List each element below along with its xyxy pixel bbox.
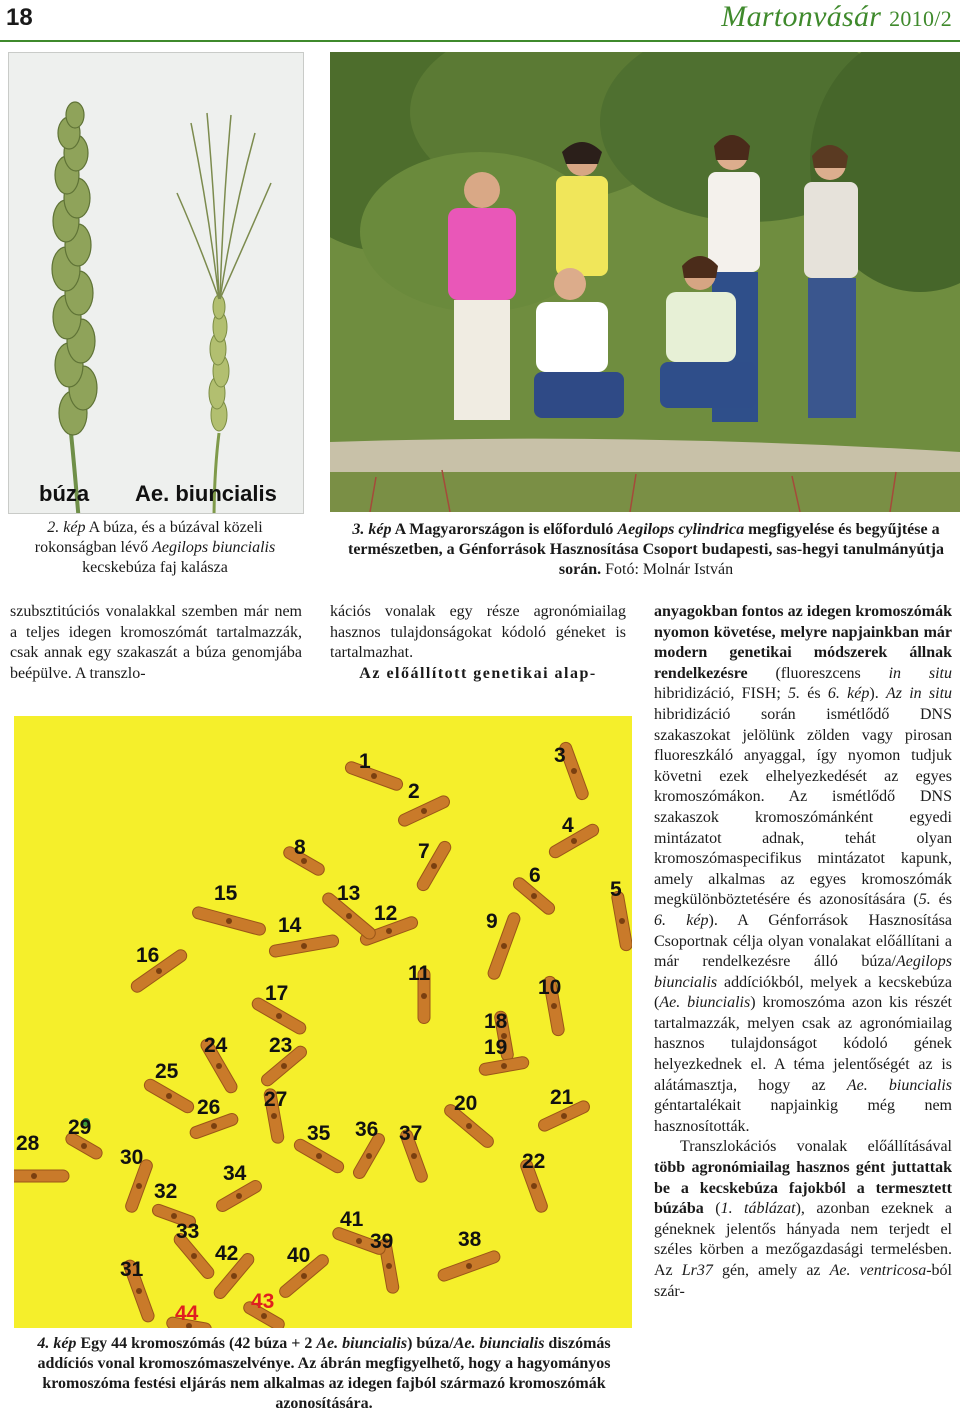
figure-3-caption-tail: megfigyelése és begyűjtése a természetben, a Génforrások Hasznosítása Csoport budapesti, sas-hegyi tanulmányútja során. (348, 521, 944, 578)
centromere (281, 1063, 287, 1069)
centromere (236, 1193, 242, 1199)
col3-text: ), azonban ezeknek a géneknek jelentős hányada nem terjedt el széles körben a mezőgazdasági termelésben. Az (654, 1200, 953, 1279)
chromosome-number-label: 20 (454, 1092, 478, 1115)
chromosome-number-label: 21 (550, 1086, 574, 1109)
col3-text: géntartalékait napjainkig még nem hasznosították. (654, 1097, 952, 1135)
centromere (136, 1288, 142, 1294)
chromosome-number-label: 39 (370, 1230, 394, 1253)
col1-paragraph: szubsztitúciós vonalakkal szemben már nem a teljes idegen kromoszómát tartalmazzák, csak annak egy szakaszát a búza genomjába beépülve. A transzlo- (10, 603, 302, 682)
figure-2-caption-text: A búza, és a búzával közeli rokonságban lévő (34, 519, 263, 556)
col3-bold-lead: anyagokban fontos az idegen kromoszómák nyomon követése, melyre napjainkban már modern genetikai módszerek állnak rendelkezésre (654, 603, 952, 682)
chromosome-number-label: 34 (223, 1162, 247, 1185)
centromere (231, 1273, 237, 1279)
centromere (316, 1153, 322, 1159)
chromosome-number-label: 16 (136, 944, 160, 967)
chromosome-number-label: 18 (484, 1010, 508, 1033)
wheat-label: búza (39, 481, 90, 506)
centromere (261, 1313, 267, 1319)
chromosome-number-label: 11 (408, 962, 431, 985)
col3-italic: Aegilops biuncialis (654, 953, 952, 991)
chromosome-number-label: 3 (554, 744, 566, 767)
centromere (191, 1253, 197, 1259)
chromosome-number-label: 32 (154, 1180, 178, 1203)
chromosome-number-label: 37 (399, 1122, 423, 1145)
col3-italic: in situ (888, 664, 952, 682)
chromosome-number-label: 28 (16, 1132, 40, 1155)
figure-3-caption-text: A Magyarországon is előforduló (394, 521, 614, 538)
figure-4-species: Ae. biuncialis (316, 1335, 408, 1352)
col3-italic: 6. kép (827, 685, 870, 703)
col3-paragraph-2 (654, 1137, 952, 1302)
body-column-1 (10, 602, 302, 684)
group-photo-illustration (330, 52, 960, 512)
col3-text: Transzlokációs vonalak előállításával (680, 1138, 952, 1156)
chromosome-number-label: 10 (538, 976, 562, 999)
col2-paragraph-1: kációs vonalak egy része agronómiailag hasznos tulajdonságokat kódoló géneket is tartalmazhat. (330, 603, 626, 662)
header-rule (0, 40, 960, 42)
chromosome-number-label: 6 (529, 864, 541, 887)
journal-name: Martonvásár (721, 0, 882, 33)
col3-italic: Lr37 (681, 1262, 713, 1279)
figure-3-species: Aegilops cylindrica (617, 521, 745, 538)
chromosome-number-label: 4 (562, 814, 574, 837)
figure-4-caption-tail: diszómás addíciós vonal kromoszómaszelvénye. Az ábrán megfigyelhető, hogy a hagyományos kromoszóma festési eljárás nem alkalmas az idegen fajból származó kromoszómák azonosítására. (37, 1335, 611, 1412)
figure-4-species: Ae. biuncialis (453, 1335, 545, 1352)
col3-italic: Ae. biuncialis (846, 1076, 952, 1094)
col3-italic: Az in situ (885, 685, 953, 703)
chromosome-number-label: 30 (120, 1146, 144, 1169)
body-column-3 (654, 602, 952, 1302)
chromosome-number-label: 1 (359, 750, 371, 773)
figure-4-caption (14, 1334, 634, 1414)
chromosome-number-label: 9 (486, 910, 498, 933)
centromere (156, 968, 162, 974)
biuncialis-label: Ae. biuncialis (135, 481, 277, 506)
karyotype-chromosomes (14, 716, 632, 1328)
col3-text: (fluoreszcens (747, 664, 889, 682)
chromosome-number-label: 40 (287, 1244, 311, 1267)
centromere (356, 1238, 362, 1244)
centromere (531, 893, 537, 899)
journal-title (721, 0, 952, 34)
col3-text: gén, amely az (712, 1262, 830, 1279)
centromere (571, 838, 577, 844)
chromosome-number-label: 7 (418, 840, 430, 863)
centromere (501, 1063, 507, 1069)
col3-text: hibridizáció, FISH; (654, 685, 789, 703)
chromosome-number-label: 17 (265, 982, 289, 1005)
chromosome-number-label: 26 (197, 1096, 221, 1119)
col3-text: addíciókból, melyek a kecskebúza ( (654, 973, 952, 1012)
figure-2-caption (10, 518, 300, 578)
chromosome-number-label: 33 (176, 1220, 200, 1243)
col3-text: ). (869, 685, 886, 703)
photo-credit: Fotó: Molnár István (605, 561, 734, 578)
wheat-spike-illustration (9, 53, 303, 513)
figure-3-caption (336, 520, 956, 580)
centromere (166, 1093, 172, 1099)
col3-italic: Ae. ventricosa (829, 1262, 927, 1279)
centromere (431, 863, 437, 869)
col3-text: és (800, 685, 828, 703)
chromosome-number-label: 35 (307, 1122, 331, 1145)
group-field-photo (330, 52, 960, 512)
chromosome-number-label: 41 (340, 1208, 364, 1231)
centromere (81, 1143, 87, 1149)
centromere (171, 1213, 177, 1219)
centromere (211, 1123, 217, 1129)
col3-text: és (930, 891, 953, 909)
col3-bold: több agronómiailag hasznos gént juttattak be a kecskebúza fajokból a termesztett búzába (654, 1159, 952, 1218)
col3-text: ) kromoszóma azon kis részét tartalmazzák, melyen csak az agronómiailag hasznos tulajdonságot kódoló gének helyezkednek el. A téma jelentőségét az is alátámasztja, hogy az (654, 994, 952, 1094)
centromere (619, 918, 625, 924)
chromosome-number-label: 8 (294, 836, 306, 859)
col2-paragraph-2: Az előállított genetikai alap- (359, 664, 597, 682)
chromosome-number-label: 2 (408, 780, 420, 803)
centromere (551, 1003, 557, 1009)
figure-2-number: 2. kép (47, 519, 86, 536)
col3-italic: 5. (918, 891, 931, 909)
chromosome-number-label: 15 (214, 882, 238, 905)
karyotype-figure (14, 716, 632, 1328)
col3-italic: 5. (788, 685, 801, 703)
chromosome-number-label: 13 (337, 882, 361, 905)
col3-italic: 1. táblázat (720, 1200, 796, 1218)
chromosome-number-label: 31 (120, 1258, 144, 1281)
col3-paragraph-1 (654, 602, 952, 1137)
centromere (301, 943, 307, 949)
figure-2-species: Aegilops biuncialis (152, 539, 276, 556)
col3-italic: Ae. biuncialis (659, 994, 751, 1012)
col3-italic: 6. kép (654, 911, 709, 929)
figure-3-number: 3. kép (352, 521, 392, 538)
chromosome-number-label: 38 (458, 1228, 482, 1251)
chromosome-number-label: 12 (374, 902, 398, 925)
body-column-2 (330, 602, 626, 684)
centromere (386, 1263, 392, 1269)
col3-text: ( (703, 1200, 721, 1218)
centromere (561, 1113, 567, 1119)
col3-text: hibridizáció során ismétlődő DNS szakaszokat jelölünk zölden vagy pirosan fluoreszkáló anyaggal, így nyomon tudjuk követni ezek elhelyezkedését az egyes kromoszómákon. Az ismétlődő DNS szakaszok kromoszómánként egyedi mintázatot adnak, tehát olyan kromoszómaspecifikus mintázatot kapunk, amely alkalmas az egyes kromoszómák megkülönböztetésére és azonosítására ( (654, 705, 952, 909)
figure-4-number: 4. kép (37, 1335, 77, 1352)
figure-2-caption-tail: kecskebúza faj kalásza (82, 559, 228, 576)
chromosome-number-label: 42 (215, 1242, 239, 1265)
centromere (31, 1173, 37, 1179)
chromosome-number-label: 24 (204, 1034, 228, 1057)
col3-text: -ból szár- (654, 1262, 952, 1300)
chromosome (14, 1170, 69, 1182)
centromere (301, 1273, 307, 1279)
chromosome-number-label: 22 (522, 1150, 546, 1173)
centromere (421, 808, 427, 814)
centromere (466, 1263, 472, 1269)
centromere (366, 1153, 372, 1159)
chromosome-number-label: 19 (484, 1036, 508, 1059)
centromere (501, 943, 507, 949)
centromere (531, 1183, 537, 1189)
page-number: 18 (6, 4, 33, 31)
chromosome-number-label: 5 (610, 878, 622, 901)
centromere (276, 1013, 282, 1019)
centromere (466, 1123, 472, 1129)
chromosome-number-label: 36 (355, 1118, 379, 1141)
chromosome-number-label: 25 (155, 1060, 179, 1083)
centromere (421, 993, 427, 999)
wheat-spike-photo (8, 52, 304, 514)
chromosome-number-label: 27 (264, 1088, 288, 1111)
centromere (346, 913, 352, 919)
centromere (571, 768, 577, 774)
chromosome-number-label: 14 (278, 914, 302, 937)
journal-issue: 2010/2 (889, 6, 952, 31)
centromere (411, 1153, 417, 1159)
centromere (386, 928, 392, 934)
figure-4-caption-text: ) búza/ (407, 1335, 454, 1352)
centromere (226, 918, 232, 924)
chromosome-number-label: 29 (68, 1116, 92, 1139)
chromosome-number-label: 43 (251, 1290, 275, 1313)
chromosome-number-label: 23 (269, 1034, 293, 1057)
col3-text: ). A Génforrások Hasznosítása Csoportnak célja olyan vonalakat előállítani a már rendelkezésre álló búza/ (654, 911, 952, 971)
centromere (136, 1183, 142, 1189)
centromere (216, 1063, 222, 1069)
figure-4-caption-text: Egy 44 kromoszómás (42 búza + 2 (80, 1335, 313, 1352)
centromere (271, 1113, 277, 1119)
chromosome-number-label: 44 (175, 1302, 199, 1325)
centromere (371, 773, 377, 779)
